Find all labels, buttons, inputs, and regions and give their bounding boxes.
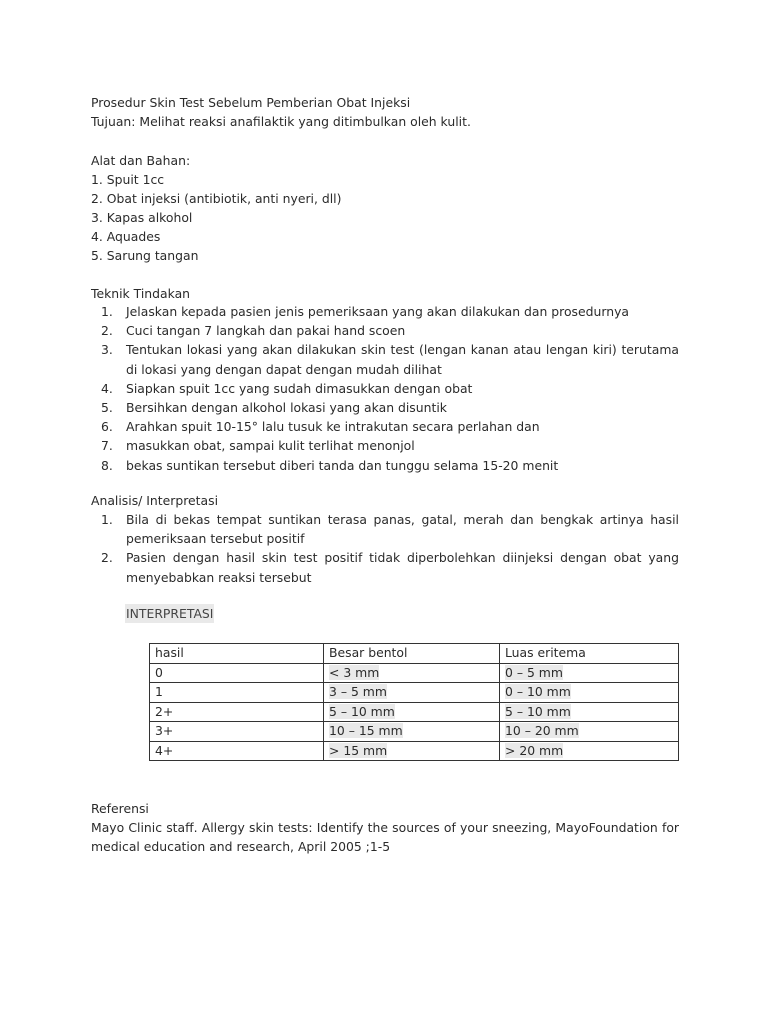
table-cell bbox=[500, 722, 679, 742]
step-number: 8. bbox=[101, 457, 113, 473]
header-cell: hasil bbox=[150, 644, 324, 664]
alat-item: 4. Aquades bbox=[91, 229, 161, 244]
step-text: Bersihkan dengan alkohol lokasi yang akan disuntik bbox=[126, 400, 447, 416]
cell-text: 10 – 20 mm bbox=[505, 723, 579, 738]
table-row bbox=[150, 702, 679, 722]
cell-text: 0 bbox=[155, 664, 163, 680]
step-number: 1. bbox=[101, 304, 113, 319]
table-cell bbox=[150, 741, 324, 761]
step-text: bekas suntikan tersebut diberi tanda dan tunggu selama 15-20 menit bbox=[126, 457, 559, 473]
step-text: Jelaskan kepada pasien jenis pemeriksaan yang akan dilakukan dan prosedurnya bbox=[126, 304, 629, 319]
step-number: 6. bbox=[101, 419, 113, 435]
header-cell: Luas eritema bbox=[500, 644, 679, 664]
referensi-heading: Referensi bbox=[91, 801, 149, 816]
alat-item: 5. Sarung tangan bbox=[91, 248, 199, 263]
table-cell bbox=[500, 702, 679, 722]
teknik-step bbox=[91, 398, 679, 417]
item-number: 2. bbox=[101, 550, 113, 566]
cell-text: > 15 mm bbox=[329, 742, 388, 758]
cell-text: 1 bbox=[155, 684, 163, 699]
cell-text: < 3 mm bbox=[329, 664, 380, 680]
step-text: Cuci tangan 7 langkah dan pakai hand scoen bbox=[126, 323, 406, 339]
table-cell bbox=[324, 722, 500, 742]
teknik-step bbox=[91, 321, 679, 340]
table-cell bbox=[500, 741, 679, 761]
cell-text: 4+ bbox=[155, 742, 174, 758]
analisis-item bbox=[91, 510, 679, 548]
table-cell bbox=[150, 683, 324, 703]
table-cell bbox=[150, 663, 324, 683]
analisis-heading: Analisis/ Interpretasi bbox=[91, 493, 219, 508]
item-text: Bila di bekas tempat suntikan terasa panas, gatal, merah dan bengkak artinya hasil pemeriksaan tersebut positif bbox=[126, 512, 679, 547]
cell-text: 0 – 10 mm bbox=[505, 684, 571, 699]
cell-text: > 20 mm bbox=[505, 742, 564, 758]
table-cell bbox=[324, 702, 500, 722]
step-number: 5. bbox=[101, 400, 113, 416]
cell-text: 3 – 5 mm bbox=[329, 684, 387, 699]
alat-item: 2. Obat injeksi (antibiotik, anti nyeri, dll) bbox=[91, 191, 342, 206]
table-cell bbox=[150, 722, 324, 742]
table-cell bbox=[150, 702, 324, 722]
analisis-item bbox=[91, 548, 679, 586]
header-cell: Besar bentol bbox=[324, 644, 500, 664]
alat-item: 1. Spuit 1cc bbox=[91, 172, 165, 187]
teknik-step bbox=[91, 302, 679, 321]
cell-text: 3+ bbox=[155, 723, 174, 738]
cell-text: 5 – 10 mm bbox=[329, 703, 395, 719]
item-number: 1. bbox=[101, 512, 113, 527]
step-text: masukkan obat, sampai kulit terlihat menonjol bbox=[126, 438, 415, 454]
document-title: Prosedur Skin Test Sebelum Pemberian Obat Injeksi bbox=[91, 95, 411, 110]
interpretasi-label: INTERPRETASI bbox=[125, 604, 214, 623]
table-row bbox=[150, 663, 679, 683]
step-number: 4. bbox=[101, 380, 113, 396]
table-row bbox=[150, 741, 679, 761]
step-number: 2. bbox=[101, 323, 113, 339]
alat-heading: Alat dan Bahan: bbox=[91, 153, 191, 168]
analisis-list bbox=[91, 510, 679, 587]
teknik-heading: Teknik Tindakan bbox=[91, 286, 191, 301]
table-row bbox=[150, 722, 679, 742]
step-number: 7. bbox=[101, 438, 113, 454]
table-row bbox=[150, 683, 679, 703]
table-cell bbox=[324, 683, 500, 703]
interpretasi-table bbox=[149, 643, 679, 761]
table-header-row bbox=[150, 644, 679, 664]
teknik-step bbox=[91, 340, 679, 378]
table-cell bbox=[500, 663, 679, 683]
item-text: Pasien dengan hasil skin test positif tidak diperbolehkan diinjeksi dengan obat yang menyebabkan reaksi tersebut bbox=[126, 550, 679, 585]
table-cell bbox=[500, 683, 679, 703]
step-text: Siapkan spuit 1cc yang sudah dimasukkan dengan obat bbox=[126, 380, 473, 396]
table-cell bbox=[324, 741, 500, 761]
teknik-step bbox=[91, 436, 679, 455]
teknik-list bbox=[91, 302, 679, 475]
cell-text: 10 – 15 mm bbox=[329, 723, 403, 738]
cell-text: 5 – 10 mm bbox=[505, 703, 571, 719]
step-text: Arahkan spuit 10-15° lalu tusuk ke intrakutan secara perlahan dan bbox=[126, 419, 540, 435]
step-number: 3. bbox=[101, 342, 113, 358]
cell-text: 2+ bbox=[155, 703, 174, 719]
teknik-step bbox=[91, 379, 679, 398]
tujuan-text: Tujuan: Melihat reaksi anafilaktik yang ditimbulkan oleh kulit. bbox=[91, 114, 471, 129]
referensi-text: Mayo Clinic staff. Allergy skin tests: Identify the sources of your sneezing, MayoFoundation for medical education and research, April 2005 ;1-5 bbox=[91, 820, 679, 855]
table-cell bbox=[324, 663, 500, 683]
teknik-step bbox=[91, 456, 679, 475]
step-text: Tentukan lokasi yang akan dilakukan skin test (lengan kanan atau lengan kiri) terutama di lokasi yang dengan dapat dengan mudah dilihat bbox=[126, 342, 679, 377]
teknik-step bbox=[91, 417, 679, 436]
alat-item: 3. Kapas alkohol bbox=[91, 210, 193, 225]
cell-text: 0 – 5 mm bbox=[505, 664, 563, 680]
